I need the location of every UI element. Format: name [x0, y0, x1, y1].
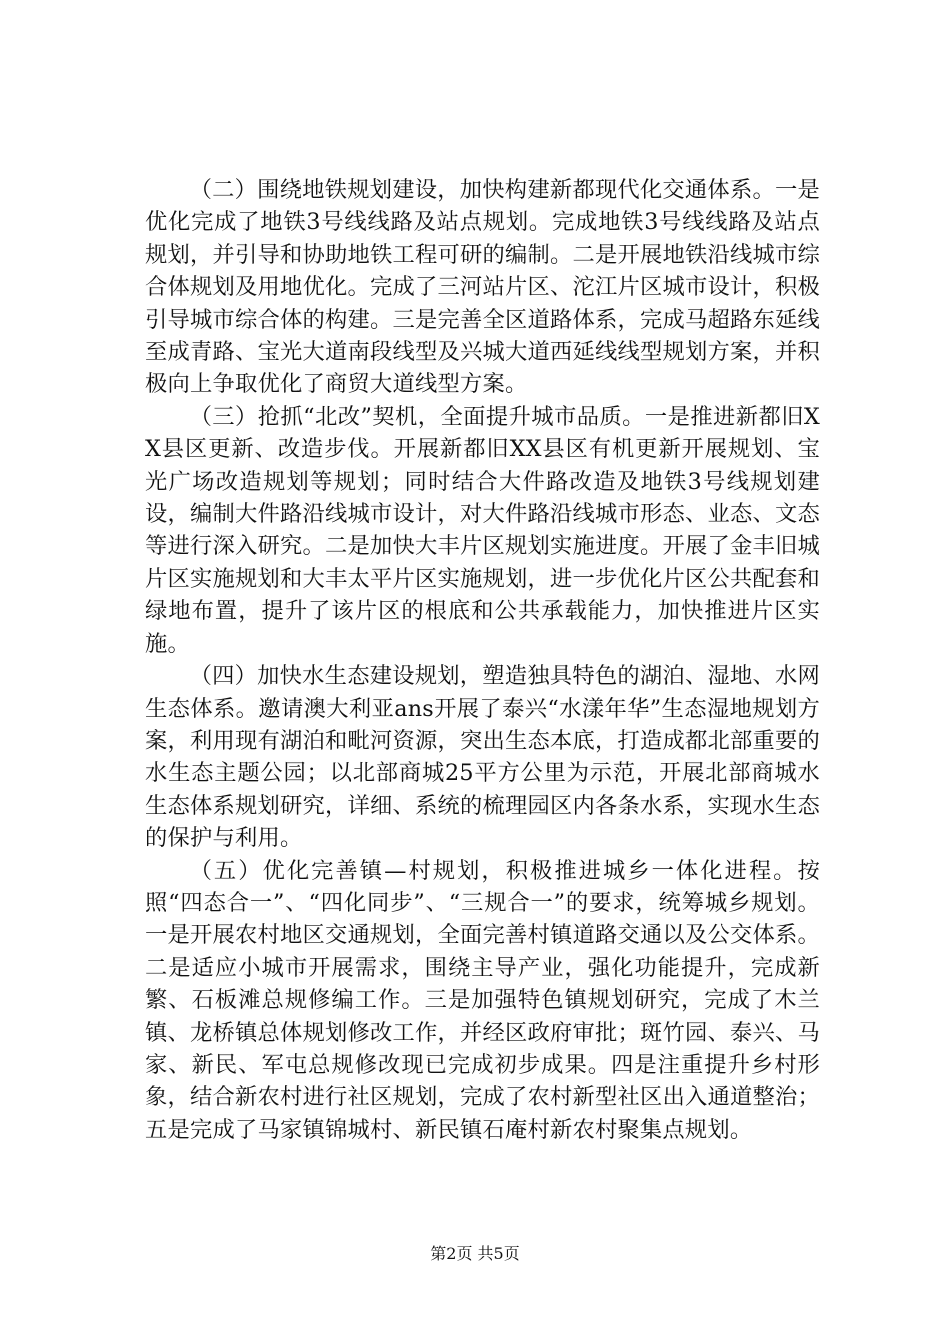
- page-number-footer: 第2页 共5页: [430, 1244, 520, 1263]
- paragraph-water-ecology: （四）加快水生态建设规划，塑造独具特色的湖泊、湿地、水网生态体系。邀请澳大利亚ans开展了泰兴“水漾年华”生态湿地规划方案，利用现有湖泊和毗河资源，突出生态本底，打造成都北部重要的水生态主题公园；以北部商城25平方公里为示范，开展北部商城水生态体系规划研究，详细、系统的梳理园区内各条水系，实现水生态的保护与利用。: [145, 663, 820, 852]
- paragraph-city-quality: （三）抢抓“北改”契机，全面提升城市品质。一是推进新都旧XX县区更新、改造步伐。开展新都旧XX县区有机更新开展规划、宝光广场改造规划等规划；同时结合大件路改造及地铁3号线规划建设，编制大件路沿线城市设计，对大件路沿线城市形态、业态、文态等进行深入研究。二是加快大丰片区规划实施进度。开展了金丰旧城片区实施规划和大丰太平片区实施规划，进一步优化片区公共配套和绿地布置，提升了该片区的根底和公共承载能力，加快推进片区实施。: [145, 403, 820, 657]
- document-body: [145, 174, 820, 1146]
- paragraph-transport: （二）围绕地铁规划建设，加快构建新都现代化交通体系。一是优化完成了地铁3号线线路及站点规划。完成地铁3号线线路及站点规划，并引导和协助地铁工程可研的编制。二是开展地铁沿线城市综合体规划及用地优化。完成了三河站片区、沱江片区城市设计，积极引导城市综合体的构建。三是完善全区道路体系，完成马超路东延线至成青路、宝光大道南段线型及兴城大道西延线线型规划方案，并积极向上争取优化了商贸大道线型方案。: [145, 177, 820, 398]
- paragraph-urban-rural: （五）优化完善镇—村规划，积极推进城乡一体化进程。按照“四态合一”、“四化同步”、“三规合一”的要求，统筹城乡规划。一是开展农村地区交通规划，全面完善村镇道路交通以及公交体系。二是适应小城市开展需求，围绕主导产业，强化功能提升，完成新繁、石板滩总规修编工作。三是加强特色镇规划研究，完成了木兰镇、龙桥镇总体规划修改工作，并经区政府审批；斑竹园、泰兴、马家、新民、军屯总规修改现已完成初步成果。四是注重提升乡村形象，结合新农村进行社区规划，完成了农村新型社区出入通道整治；五是完成了马家镇锦城村、新民镇石庵村新农村聚集点规划。: [145, 857, 820, 1143]
